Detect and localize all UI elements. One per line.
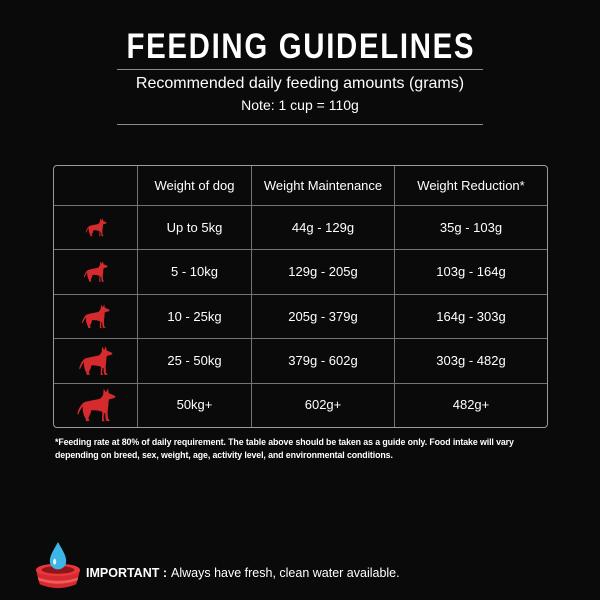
- header-weight-of-dog: Weight of dog: [138, 166, 252, 205]
- weight-of-dog-cell: 25 - 50kg: [138, 339, 252, 382]
- dog-icon: [81, 304, 110, 329]
- page-title: FEEDING GUIDELINES: [126, 27, 476, 66]
- table-row: [54, 295, 547, 339]
- dog-icon: [83, 261, 108, 283]
- feeding-table: [53, 165, 548, 428]
- footnote-line: *Feeding rate at 80% of daily requirement. The table above should be taken as a guide only. Food intake will vary: [55, 437, 514, 447]
- weight-maintenance-cell: 129g - 205g: [252, 250, 395, 293]
- weight-maintenance-cell: 379g - 602g: [252, 339, 395, 382]
- subtitle: Recommended daily feeding amounts (grams): [135, 75, 465, 92]
- weight-maintenance-cell: 602g+: [252, 384, 395, 427]
- subtitle-divider: [117, 124, 483, 125]
- header-icon-column: [54, 166, 138, 205]
- dog-size-icon-cell: [54, 250, 138, 293]
- water-drop-icon: [50, 542, 66, 569]
- header-weight-reduction: Weight Reduction*: [417, 177, 525, 193]
- dog-size-icon-cell: [54, 384, 138, 427]
- footnote: [55, 436, 514, 462]
- table-row: [54, 339, 547, 383]
- dog-size-icon-cell: [54, 295, 138, 338]
- cup-conversion-note: Note: 1 cup = 110g: [241, 97, 359, 113]
- weight-reduction-cell: 103g - 164g: [436, 264, 506, 280]
- dog-icon: [78, 346, 113, 376]
- weight-reduction-cell: 164g - 303g: [436, 308, 506, 324]
- title-divider: [117, 69, 483, 70]
- important-text: Always have fresh, clean water available.: [171, 566, 400, 580]
- weight-of-dog-cell: Up to 5kg: [138, 206, 252, 249]
- table-header-row: [54, 166, 547, 206]
- footnote-line: depending on breed, sex, weight, age, activity level, and environmental conditions.: [55, 450, 393, 460]
- dog-size-icon-cell: [54, 339, 138, 382]
- table-row: [54, 206, 547, 250]
- weight-of-dog-cell: 5 - 10kg: [138, 250, 252, 293]
- weight-reduction-cell: 303g - 482g: [436, 352, 506, 368]
- weight-reduction-cell: 482g+: [452, 397, 490, 413]
- dog-icon: [76, 388, 116, 422]
- table-row: [54, 250, 547, 294]
- dog-icon: [85, 218, 107, 237]
- important-label: IMPORTANT :: [86, 566, 168, 580]
- water-bowl-icon: [31, 541, 85, 591]
- dog-size-icon-cell: [54, 206, 138, 249]
- table-row: [54, 384, 547, 427]
- weight-maintenance-cell: 44g - 129g: [252, 206, 395, 249]
- weight-of-dog-cell: 50kg+: [138, 384, 252, 427]
- header-weight-maintenance: Weight Maintenance: [252, 166, 395, 205]
- important-water-notice: [86, 565, 400, 581]
- weight-reduction-cell: 35g - 103g: [439, 219, 503, 235]
- weight-maintenance-cell: 205g - 379g: [252, 295, 395, 338]
- weight-of-dog-cell: 10 - 25kg: [138, 295, 252, 338]
